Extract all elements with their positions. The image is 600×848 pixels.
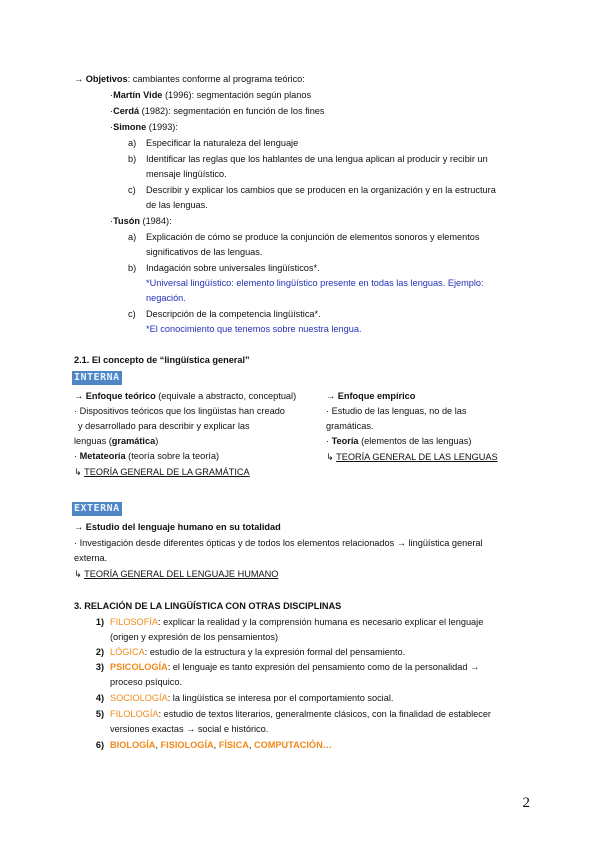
discipline-item: FILOSOFÍA: explicar la realidad y la comprensión humana es necesario explicar el lenguaje (110, 617, 484, 627)
list-number: 2) (95, 647, 104, 657)
arrow-icon: → (74, 74, 84, 84)
text-line: y desarrollado para describir y explicar las (78, 421, 250, 431)
list-item-text: Indagación sobre universales lingüísticos*. (146, 263, 320, 273)
list-number: 4) (95, 693, 104, 703)
discipline-item: versiones exactas → social e histórico. (110, 724, 269, 734)
list-number: 6) (95, 740, 104, 750)
author-item: ·Martín Vide (1996): segmentación según planos (110, 90, 312, 100)
return-arrow-icon: ↳ (74, 569, 82, 579)
text-line: · Investigación desde diferentes ópticas y de todos los elementos relacionados → lingüística general (74, 538, 483, 548)
footnote-definition: *El conocimiento que tenemos sobre nuestra lengua. (146, 324, 362, 334)
text-line: lenguas (gramática) (74, 436, 159, 446)
list-item-text: mensaje lingüístico. (146, 169, 227, 179)
text-line: · Estudio de las lenguas, no de las (326, 406, 467, 416)
page-number: 2 (522, 795, 530, 811)
result-line: ↳ TEORÍA GENERAL DE LA GRAMÁTICA (74, 467, 250, 477)
list-letter: c) (128, 185, 136, 195)
externa-tag: EXTERNA (74, 503, 120, 514)
text-line: externa. (74, 553, 108, 563)
list-number: 3) (95, 662, 104, 672)
discipline-item: proceso psíquico. (110, 677, 183, 687)
list-item-text: significativos de las lenguas. (146, 247, 263, 257)
discipline-item: (origen y expresión de los pensamientos) (110, 632, 279, 642)
externa-title: → Estudio del lenguaje humano en su totalidad (74, 522, 281, 532)
author-item: ·Simone (1993): (110, 122, 178, 132)
footnote-definition: *Universal lingüístico: elemento lingüístico presente en todas las lenguas. Ejemplo: (146, 278, 484, 288)
list-letter: b) (128, 263, 137, 273)
objectives-line (74, 72, 305, 87)
list-letter: a) (128, 232, 137, 242)
list-item-text: Descripción de la competencia lingüística*. (146, 309, 321, 319)
list-number: 5) (95, 709, 104, 719)
list-item-text: de las lenguas. (146, 200, 208, 210)
section-heading: 2.1. El concepto de “lingüística general” (74, 355, 250, 365)
discipline-item: FILOLOGÍA: estudio de textos literarios, generalmente clásicos, con la finalidad de establecer (110, 709, 491, 719)
discipline-item: PSICOLOGÍA: el lenguaje es tanto expresión del pensamiento como de la personalidad → (110, 662, 480, 672)
author-item: ·Tusón (1984): (110, 216, 172, 226)
result-line: ↳ TEORÍA GENERAL DEL LENGUAJE HUMANO (74, 569, 279, 579)
list-item-text: Describir y explicar los cambios que se producen en la organización y en la estructura (146, 185, 496, 195)
interna-tag: INTERNA (74, 372, 120, 383)
text-line: · Teoría (elementos de las lenguas) (326, 436, 472, 446)
objectives-text: : cambiantes conforme al programa teórico: (127, 74, 305, 84)
text-line: · Dispositivos teóricos que los lingüistas han creado (74, 406, 285, 416)
enfoque-teorico-title: → Enfoque teórico (equivale a abstracto, conceptual) (74, 391, 297, 401)
return-arrow-icon: ↳ (326, 452, 334, 462)
discipline-item: SOCIOLOGÍA: la lingüística se interesa por el comportamiento social. (110, 693, 394, 703)
list-letter: a) (128, 138, 137, 148)
result-line: ↳ TEORÍA GENERAL DE LAS LENGUAS (326, 452, 498, 462)
objectives-label: Objetivos (85, 74, 128, 84)
list-number: 1) (95, 617, 104, 627)
text-line: gramáticas. (326, 421, 374, 431)
section-heading: 3. RELACIÓN DE LA LINGÜÍSTICA CON OTRAS DISCIPLINAS (74, 601, 342, 611)
discipline-item: BIOLOGÍA, FISIOLOGÍA, FÍSICA, COMPUTACIÓN… (110, 740, 332, 750)
list-item-text: Identificar las reglas que los hablantes de una lengua aplican al producir y recibir un (146, 154, 488, 164)
text-line: · Metateoría (teoría sobre la teoría) (74, 451, 220, 461)
return-arrow-icon: ↳ (74, 467, 82, 477)
enfoque-empirico-title: → Enfoque empírico (326, 391, 416, 401)
author-item: ·Cerdá (1982): segmentación en función de los fines (110, 106, 325, 116)
list-letter: b) (128, 154, 137, 164)
list-item-text: Especificar la naturaleza del lenguaje (146, 138, 299, 148)
list-item-text: Explicación de cómo se produce la conjunción de elementos sonoros y elementos (146, 232, 480, 242)
list-letter: c) (128, 309, 136, 319)
discipline-item: LÓGICA: estudio de la estructura y la expresión formal del pensamiento. (110, 647, 406, 657)
footnote-definition: negación. (146, 293, 186, 303)
